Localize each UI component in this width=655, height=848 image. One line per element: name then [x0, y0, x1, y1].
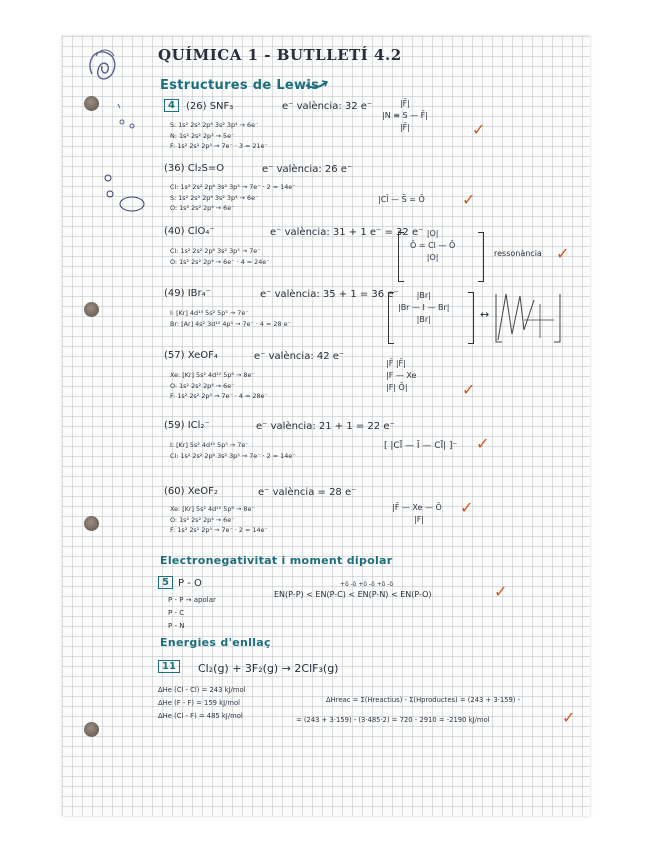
bond-pair-list: P - P → apolar P - C P - N — [168, 596, 216, 630]
valence-count: e⁻ valència: 35 + 1 = 36 e⁻ — [260, 289, 399, 300]
resonance-arrow-icon: ↔ — [480, 308, 490, 321]
bracket-left — [388, 292, 394, 344]
bracket-right — [468, 292, 474, 344]
lewis-structure: [ |Cl̄ — Ī — Cl̄| ]⁻ — [384, 441, 458, 451]
binder-hole — [84, 516, 99, 531]
problem-head: (40) ClO₄⁻ — [164, 226, 215, 237]
problem-head: (60) XeOF₂ — [164, 486, 218, 497]
scribbled-structure-doodle — [494, 290, 564, 346]
section-heading-electronegativity: Electronegativitat i moment dipolar — [160, 554, 393, 567]
resonance-note: ressonància — [494, 249, 542, 258]
resonance-bracket-right — [478, 232, 484, 282]
section-heading-energies: Energies d'enllaç — [160, 636, 271, 649]
problem-badge: 5 — [158, 577, 173, 588]
electron-configs: Cl: 1s² 2s² 2p⁶ 3s² 3p⁵ → 7e⁻ · 2 = 14e⁻ S: 1s² 2s² 2p⁶ 3s² 3p⁴ → 6e⁻ O: 1s² 2s² 2p⁴ → 6e⁻ — [170, 183, 296, 212]
binder-hole — [84, 96, 99, 111]
check-mark-icon: ✓ — [462, 190, 476, 209]
valence-count: e⁻ valència: 21 + 1 = 22 e⁻ — [256, 421, 395, 432]
valence-count: e⁻ valència: 31 + 1 e⁻ = 32 e⁻ — [270, 227, 424, 238]
check-mark-icon: ✓ — [562, 708, 576, 727]
margin-doodle-icon — [100, 170, 150, 220]
valence-count: e⁻ valència: 42 e⁻ — [254, 351, 345, 362]
problem-head: (49) IBr₄⁻ — [164, 288, 211, 299]
reaction-equation: Cl₂(g) + 3F₂(g) → 2ClF₃(g) — [198, 662, 339, 675]
bond-energy-data: ΔHe (Cl - Cl) = 243 kJ/mol ΔHe (F - F) = 159 kJ/mol ΔHe (Cl - F) = 485 kJ/mol — [158, 686, 246, 720]
resonance-bracket-left — [398, 232, 404, 282]
binder-hole — [84, 722, 99, 737]
check-mark-icon: ✓ — [556, 244, 570, 263]
lewis-structure: |O| Ō = Cl — Ō |O| — [410, 229, 456, 262]
problem-badge: 11 — [158, 661, 180, 672]
margin-doodle-icon — [110, 100, 150, 140]
electronegativity-order: EN(P-P) < EN(P-C) < EN(P-N) < EN(P-O) — [274, 590, 432, 599]
problem-head: (57) XeOF₄ — [164, 350, 218, 361]
bond-pair: P - O — [178, 578, 202, 589]
binder-hole — [84, 302, 99, 317]
check-mark-icon: ✓ — [462, 380, 476, 399]
valence-count: e⁻ valència: 32 e⁻ — [282, 101, 373, 112]
electron-configs: Cl: 1s² 2s² 2p⁶ 3s² 3p⁵ → 7e⁻ O: 1s² 2s² 2p⁴ → 6e⁻ · 4 = 24e⁻ — [170, 247, 270, 266]
lewis-structure: |F̄ |F̄| |F — Xe |F| Ō| — [386, 359, 417, 392]
lewis-structure: |Cl̄ — S̄ = Ō — [378, 195, 425, 204]
enthalpy-calculation-line1: ΔHreac = Σ(Hreactius) - Σ(Hproductes) = (243 + 3·159) - — [326, 696, 521, 704]
section-heading-lewis: Estructures de Lewis — [160, 78, 320, 93]
enthalpy-calculation-line2: = (243 + 3·159) - (3·485·2) = 720 - 2910 = -2190 kJ/mol — [296, 716, 490, 724]
problem-head: (59) ICl₂⁻ — [164, 420, 210, 431]
check-mark-icon: ✓ — [476, 434, 490, 453]
lewis-structure: |F̄ — Xe — Ō |F| — [392, 503, 442, 524]
page-title: QUÍMICA 1 - BUTLLETÍ 4.2 — [158, 46, 402, 64]
partial-charges: +δ -δ +δ -δ +δ -δ — [340, 581, 394, 588]
lewis-structure: |Br| |Br — I — Br| |Br| — [398, 291, 450, 324]
valence-count: e⁻ valència: 26 e⁻ — [262, 164, 353, 175]
check-mark-icon: ✓ — [494, 582, 508, 601]
problem-head: (26) SNF₃ — [186, 101, 234, 112]
electron-configs: Xe: [Kr] 5s² 4d¹⁰ 5p⁶ → 8e⁻ O: 1s² 2s² 2p⁴ → 6e⁻ F: 1s² 2s² 2p⁵ → 7e⁻ · 4 = 28e⁻ — [170, 371, 268, 400]
electron-configs: Xe: [Kr] 5s² 4d¹⁰ 5p⁶ → 8e⁻ O: 1s² 2s² 2p⁴ → 6e⁻ F: 1s² 2s² 2p⁵ → 7e⁻ · 2 = 14e⁻ — [170, 505, 268, 534]
scribble-doodle-icon — [84, 44, 124, 86]
electron-configs: S: 1s² 2s² 2p⁶ 3s² 3p⁴ → 6e⁻ N: 1s² 2s² 2p³ → 5e⁻ F: 1s² 2s² 2p⁵ → 7e⁻ · 3 = 21e⁻ — [170, 121, 268, 150]
check-mark-icon: ✓ — [460, 498, 474, 517]
problem-head: (36) Cl₂S=O — [164, 163, 225, 174]
problem-badge: 4 — [164, 100, 179, 111]
electron-configs: I: [Kr] 5s² 4d¹⁰ 5p⁵ → 7e⁻ Cl: 1s² 2s² 2p⁶ 3s² 3p⁵ → 7e⁻ · 2 = 14e⁻ — [170, 441, 296, 460]
electron-configs: I: [Kr] 4d¹⁰ 5s² 5p⁵ → 7e⁻ Br: [Ar] 4s² 3d¹⁰ 4p⁵ → 7e⁻ · 4 = 28 e⁻ — [170, 309, 291, 328]
check-mark-icon: ✓ — [472, 120, 486, 139]
valence-count: e⁻ valència = 28 e⁻ — [258, 487, 357, 498]
lewis-structure: |F̄| |N ≡ S — F̄| |F̄| — [382, 99, 428, 132]
